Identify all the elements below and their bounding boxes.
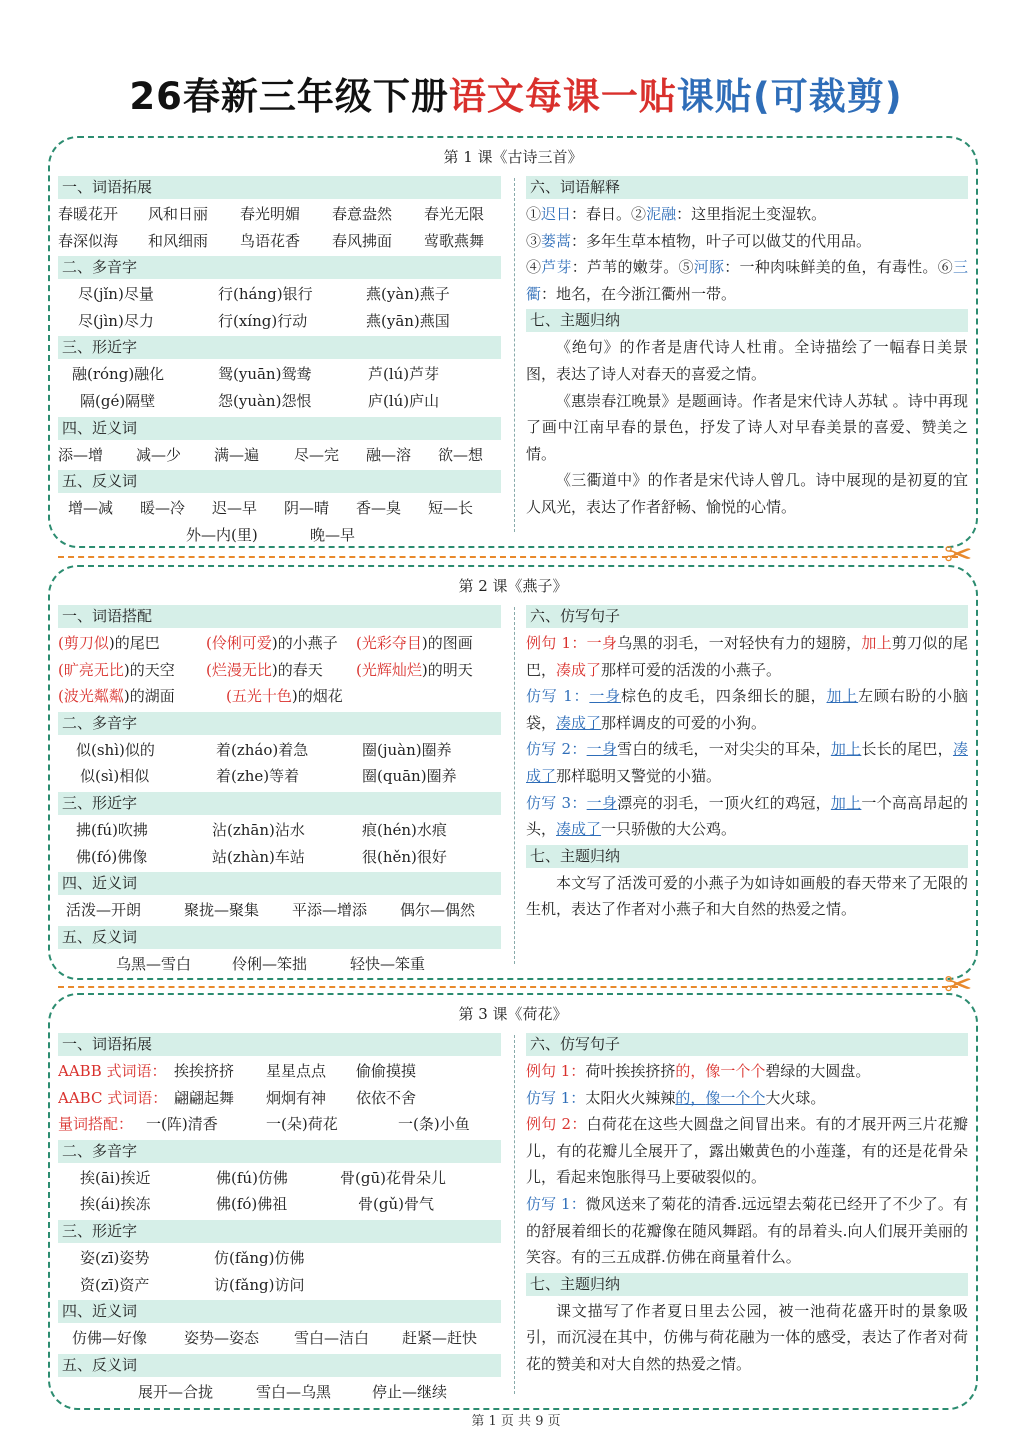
example-sentence (526, 1058, 968, 1085)
exp-def: ：一种肉味鲜美的鱼，有毒性。 (724, 258, 938, 277)
left-column (58, 603, 501, 977)
word: 外—内(里) (186, 525, 258, 544)
exp-num: ② (631, 205, 647, 223)
word-row (58, 844, 501, 871)
keyword: 的， (675, 1088, 706, 1107)
word: 香—臭 (356, 499, 402, 518)
word: 佛(fú)仿佛 (216, 1168, 288, 1187)
keyword: 凑成了 (526, 740, 968, 785)
sentence-text: 乌黑的羽毛，一对轻快有力的翅膀， (617, 634, 862, 652)
imitation-sentence (526, 790, 968, 843)
paren: ( (206, 660, 212, 679)
summary-paragraph: 《三衢道中》的作者是宋代诗人曾几。诗中展现的是初夏的宜人风光，表达了作者舒畅、愉悦的心情。 (526, 471, 968, 516)
word: 春深似海 (58, 231, 119, 250)
word: 暖—冷 (140, 499, 186, 518)
keyword: 像一个个 (705, 1088, 766, 1107)
section-header: 五、反义词 (58, 470, 501, 493)
word: 伶俐—笨拙 (232, 954, 308, 973)
word: 着(zháo)着急 (216, 740, 309, 759)
word: 芦(lú)芦芽 (368, 365, 440, 384)
word: 乌黑—雪白 (116, 954, 192, 973)
word: 佛(fó)佛祖 (216, 1195, 288, 1214)
word-row (58, 763, 501, 790)
section-header: 四、近义词 (58, 872, 501, 895)
sentence-text: 大火球。 (765, 1088, 826, 1107)
word: 赶紧—赶快 (402, 1329, 478, 1348)
sentence-text: 一只骄傲的大公鸡。 (601, 820, 737, 839)
collocation-row (58, 630, 501, 657)
imitation-label: 仿写 3： (526, 793, 587, 812)
exp-def: ：这里指泥土变湿软。 (676, 205, 827, 223)
exp-def: ：春日。 (571, 205, 632, 223)
word: 尽—完 (294, 445, 340, 464)
word: 骨(gǔ)骨气 (358, 1195, 434, 1214)
imitation-label: 仿写 1： (526, 1088, 586, 1107)
word: 燕(yàn)燕子 (366, 285, 450, 304)
word: 春暖花开 (58, 205, 119, 223)
collocation-tail: )的烟花 (291, 687, 343, 706)
word: 春光无限 (424, 205, 485, 223)
sentence-text: 长长的尾巴， (861, 740, 953, 759)
word: 沾(zhān)沾水 (212, 820, 305, 839)
sentence-text: 那样聪明又警觉的小猫。 (556, 766, 722, 785)
collocation-tail: )的小燕子 (271, 634, 338, 652)
paren: ( (58, 634, 64, 652)
word: 访(fǎng)访问 (214, 1275, 305, 1294)
word-type-label: AABB 式词语： (58, 1062, 167, 1080)
section-header: 七、主题归纳 (526, 309, 968, 332)
exp-num: ③ (526, 231, 542, 250)
word: 资(zī)资产 (80, 1275, 150, 1294)
word-row (58, 951, 501, 978)
word-row (58, 1165, 501, 1192)
keyword: 凑成了 (556, 713, 602, 732)
paren: ( (226, 687, 232, 706)
exp-word: 芦芽 (541, 258, 572, 277)
word: 似(sì)相似 (80, 767, 150, 786)
page-title (0, 66, 1032, 120)
word-row (58, 201, 501, 228)
word: 短—长 (428, 499, 474, 518)
word-row (58, 1111, 501, 1138)
word: 鸳(yuān)鸳鸯 (218, 365, 312, 384)
column-divider (514, 607, 515, 964)
word-row (58, 495, 501, 522)
sentence-text: 棕色的皮毛，四条细长的腿， (620, 687, 827, 706)
word: 圈(quān)圈养 (362, 767, 457, 786)
keyword: 凑成了 (556, 660, 602, 679)
title-part1: 26春新三年级下册 (129, 75, 449, 118)
section-header: 四、近义词 (58, 1300, 501, 1323)
word: 炯炯有神 (266, 1088, 327, 1107)
word-row (58, 897, 501, 924)
word: 似(shì)似的 (76, 740, 155, 759)
title-part2: 语文每课一贴 (448, 75, 677, 118)
scissors-icon: ✂ (944, 535, 973, 575)
lesson-title: 第 2 课《燕子》 (458, 577, 568, 595)
section-header: 一、词语拓展 (58, 176, 501, 199)
section-header: 二、多音字 (58, 256, 501, 279)
collocation-word: 剪刀似 (63, 634, 109, 652)
collocation-word: 光彩夺目 (361, 634, 422, 652)
sentence-text: 白荷花在这些大圆盘之间冒出来。有的才展开两三片花瓣儿，有的花瓣儿全展开了，露出嫩黄色的小莲蓬，有的还是花骨朵儿，看起来饱胀得马上要破裂似的。 (526, 1115, 968, 1187)
imitation-label: 仿写 2： (526, 740, 587, 759)
word: 平添—增添 (292, 901, 368, 920)
word: 姿(zī)姿势 (80, 1248, 150, 1267)
keyword: 一身 (586, 634, 618, 652)
word: 满—遍 (214, 445, 260, 464)
section-header: 五、反义词 (58, 926, 501, 949)
section-header: 四、近义词 (58, 417, 501, 440)
column-divider (514, 178, 515, 532)
exp-word: 三衢 (526, 258, 968, 303)
right-column (526, 603, 968, 923)
page-number: 第 1 页 共 9 页 (471, 1414, 561, 1429)
word: 融—溶 (366, 445, 412, 464)
summary-paragraph: 《惠崇春江晚景》是题画诗。作者是宋代诗人苏轼 。诗中再现了画中江南早春的景色，抒发了诗人对早春美景的喜爱、赞美之情。 (526, 391, 968, 463)
exp-num: ④ (526, 258, 542, 277)
word-row (58, 228, 501, 255)
word: 着(zhe)等着 (216, 767, 300, 786)
keyword: 一身 (586, 740, 618, 759)
paren: ( (206, 634, 212, 652)
section-header: 二、多音字 (58, 1140, 501, 1163)
section-header: 一、词语拓展 (58, 1033, 501, 1056)
exp-def: ：多年生草本植物，叶子可以做艾的代用品。 (571, 231, 872, 250)
keyword: 像一个个 (705, 1062, 766, 1080)
word-row (58, 1058, 501, 1085)
collocation-word: 伶俐可爱 (211, 634, 272, 652)
collocation-tail: )的天空 (123, 660, 175, 679)
section-header: 三、形近字 (58, 336, 501, 359)
left-column (58, 1031, 501, 1405)
word: 仿(fǎng)仿佛 (214, 1248, 305, 1267)
word: 一(条)小鱼 (398, 1115, 470, 1134)
word: 一(朵)荷花 (266, 1115, 338, 1134)
collocation-word: 旷亮无比 (63, 660, 124, 679)
collocation-word: 波光粼粼 (63, 687, 124, 706)
word: 星星点点 (266, 1062, 327, 1080)
word-type-label: 量词搭配： (58, 1115, 134, 1134)
word: 依依不舍 (356, 1088, 417, 1107)
word-row (58, 1325, 501, 1352)
section-header: 三、形近字 (58, 792, 501, 815)
word: 站(zhàn)车站 (212, 847, 305, 866)
word: 阴—晴 (284, 499, 330, 518)
word-type-label: AABC 式词语： (58, 1088, 168, 1107)
section-header: 六、仿写句子 (526, 1033, 968, 1056)
collocation-word: 五光十色 (231, 687, 292, 706)
word: 怨(yuàn)怨恨 (218, 391, 312, 410)
word: 鸟语花香 (240, 231, 301, 250)
word: 庐(lú)庐山 (368, 391, 440, 410)
keyword: 凑成了 (556, 820, 602, 839)
lesson-title: 第 1 课《古诗三首》 (443, 148, 583, 166)
imitation-label: 仿写 1： (526, 687, 590, 706)
word: 增—减 (68, 499, 114, 518)
exp-num: ⑥ (937, 258, 953, 277)
word: 佛(fó)佛像 (76, 847, 148, 866)
word-explanations (526, 201, 968, 307)
section-header: 六、仿写句子 (526, 605, 968, 628)
word: 偶尔—偶然 (400, 901, 476, 920)
keyword: 一身 (589, 687, 621, 706)
word: 莺歌燕舞 (424, 231, 485, 250)
word: 添—增 (58, 445, 104, 464)
keyword: 加上 (830, 740, 862, 759)
keyword: 加上 (826, 687, 859, 706)
word: 迟—早 (212, 499, 258, 518)
summary-paragraph: 《绝句》的作者是唐代诗人杜甫。全诗描绘了一幅春日美景图，表达了诗人对春天的喜爱之情。 (526, 338, 968, 383)
sentence-text: 那样调皮的可爱的小狗。 (601, 713, 767, 732)
word-row (58, 281, 501, 308)
lesson-3-card (48, 993, 978, 1410)
sentence-text: 剪刀似的尾巴， (526, 634, 968, 679)
exp-num: ① (526, 205, 542, 223)
keyword: 的， (675, 1062, 706, 1080)
sentence-text: 一个高高昂起的头， (526, 793, 968, 839)
collocation-word: 光辉灿烂 (361, 660, 422, 679)
sentence-text: 左顾右盼的小脑袋， (526, 687, 968, 732)
exp-num: ⑤ (678, 258, 694, 277)
word: 挨挨挤挤 (174, 1062, 235, 1080)
word: 减—少 (136, 445, 182, 464)
right-column (526, 1031, 968, 1378)
section-header: 三、形近字 (58, 1220, 501, 1243)
example-label: 例句 2： (526, 1115, 587, 1134)
sentence-text: 那样可爱的活泼的小燕子。 (601, 660, 782, 679)
word: 轻快—笨重 (350, 954, 426, 973)
cut-line (58, 986, 958, 988)
word: 欲—想 (438, 445, 484, 464)
word: 仿佛—好像 (72, 1329, 148, 1348)
word: 骨(gū)花骨朵儿 (340, 1168, 446, 1187)
summary-paragraph: 课文描写了作者夏日里去公园，被一池荷花盛开时的景象吸引，而沉浸在其中，仿佛与荷花融为一体的感受，表达了作者对荷花的赞美和对大自然的热爱之情。 (526, 1301, 968, 1373)
word: 行(háng)银行 (218, 285, 313, 304)
word: 尽(jìn)尽力 (78, 311, 154, 330)
word: 圈(juàn)圈养 (362, 740, 452, 759)
section-header: 二、多音字 (58, 712, 501, 735)
collocation-row (58, 683, 501, 710)
section-header: 七、主题归纳 (526, 1273, 968, 1296)
paren: ( (58, 660, 64, 679)
section-header: 七、主题归纳 (526, 845, 968, 868)
example-sentence (526, 630, 968, 683)
word: 融(róng)融化 (72, 365, 165, 384)
keyword: 加上 (830, 793, 862, 812)
keyword: 一身 (586, 793, 618, 812)
lesson-title: 第 3 课《荷花》 (458, 1005, 568, 1023)
word: 挨(ái)挨冻 (80, 1195, 151, 1214)
word-row (58, 737, 501, 764)
sentence-text: 太阳火火辣辣 (585, 1088, 676, 1107)
left-column (58, 174, 501, 548)
lesson-1-card (48, 136, 978, 548)
word-row (58, 1245, 501, 1272)
word: 晚—早 (310, 525, 356, 544)
word-row (58, 1191, 501, 1218)
collocation-row (58, 657, 501, 684)
word-row (58, 1379, 501, 1406)
example-label: 例句 1： (526, 634, 587, 652)
right-column (526, 174, 968, 521)
exp-word: 泥融 (646, 205, 677, 223)
sentence-text: 碧绿的大圆盘。 (765, 1062, 871, 1080)
word: 和风细雨 (148, 231, 209, 250)
example-sentence (526, 1111, 968, 1191)
word-row (58, 361, 501, 388)
imitation-sentence (526, 1085, 968, 1112)
cut-line (58, 556, 958, 558)
exp-word: 蒌蒿 (541, 231, 572, 250)
collocation-word: 烂漫无比 (211, 660, 272, 679)
section-header: 六、词语解释 (526, 176, 968, 199)
word-row (58, 817, 501, 844)
word: 雪白—洁白 (294, 1329, 370, 1348)
lesson-2-card (48, 565, 978, 980)
paren: ( (356, 660, 362, 679)
word: 尽(jǐn)尽量 (78, 285, 154, 304)
word: 风和日丽 (148, 205, 209, 223)
sentence-text: 漂亮的羽毛，一顶火红的鸡冠， (617, 793, 831, 812)
sentence-text: 荷叶挨挨挤挤 (585, 1062, 676, 1080)
word: 活泼—开朗 (66, 901, 142, 920)
word: 行(xíng)行动 (218, 311, 308, 330)
collocation-tail: )的明天 (421, 660, 473, 679)
sentence-text: 雪白的绒毛，一对尖尖的耳朵， (617, 740, 831, 759)
keyword: 加上 (861, 634, 892, 652)
word: 春风拂面 (332, 231, 393, 250)
exp-word: 河豚 (693, 258, 725, 277)
word: 姿势—姿态 (184, 1329, 260, 1348)
title-part3: 课贴(可裁剪) (676, 75, 903, 118)
section-header: 一、词语搭配 (58, 605, 501, 628)
word: 偷偷摸摸 (356, 1062, 417, 1080)
section-header: 五、反义词 (58, 1354, 501, 1377)
word: 聚拢—聚集 (184, 901, 260, 920)
paren: ( (58, 687, 64, 706)
column-divider (514, 1035, 515, 1394)
example-label: 例句 1： (526, 1062, 586, 1080)
word: 一(阵)清香 (146, 1115, 218, 1134)
collocation-tail: )的尾巴 (108, 634, 160, 652)
collocation-tail: )的湖面 (123, 687, 175, 706)
word: 展开—合拢 (138, 1382, 214, 1401)
paren: ( (356, 634, 362, 652)
word: 翩翩起舞 (174, 1088, 235, 1107)
word: 春光明媚 (240, 205, 301, 223)
word: 很(hěn)很好 (362, 847, 447, 866)
collocation-tail: )的春天 (271, 660, 323, 679)
word: 痕(hén)水痕 (362, 820, 447, 839)
imitation-label: 仿写 1： (526, 1194, 586, 1213)
exp-word: 迟日 (541, 205, 572, 223)
word-row (58, 1272, 501, 1299)
word: 春意盎然 (332, 205, 393, 223)
word: 隔(gé)隔壁 (80, 391, 156, 410)
summary-paragraph: 本文写了活泼可爱的小燕子为如诗如画般的春天带来了无限的生机，表达了作者对小燕子和大自然的热爱之情。 (526, 873, 968, 919)
word-row (58, 388, 501, 415)
exp-def: ：地名，在今浙江衢州一带。 (541, 284, 737, 303)
word: 燕(yān)燕国 (366, 311, 450, 330)
word-row (58, 1085, 501, 1112)
word-row (58, 522, 501, 549)
sentence-text: 微风送来了菊花的清香.远远望去菊花已经开了不少了。有的舒展着细长的花瓣像在随风舞蹈。有的昂着头.向人们展开美丽的笑容。有的三五成群.仿佛在商量着什么。 (526, 1194, 968, 1267)
imitation-sentence (526, 736, 968, 789)
exp-def: ：芦苇的嫩芽。 (571, 258, 679, 277)
collocation-tail: )的图画 (421, 634, 473, 652)
word: 拂(fú)吹拂 (76, 820, 148, 839)
word: 停止—继续 (372, 1382, 448, 1401)
imitation-sentence (526, 683, 968, 736)
word: 雪白—乌黑 (256, 1382, 332, 1401)
word-row (58, 308, 501, 335)
scissors-icon: ✂ (944, 965, 973, 1005)
word: 挨(āi)挨近 (80, 1168, 151, 1187)
word-row (58, 442, 501, 469)
imitation-sentence (526, 1191, 968, 1271)
